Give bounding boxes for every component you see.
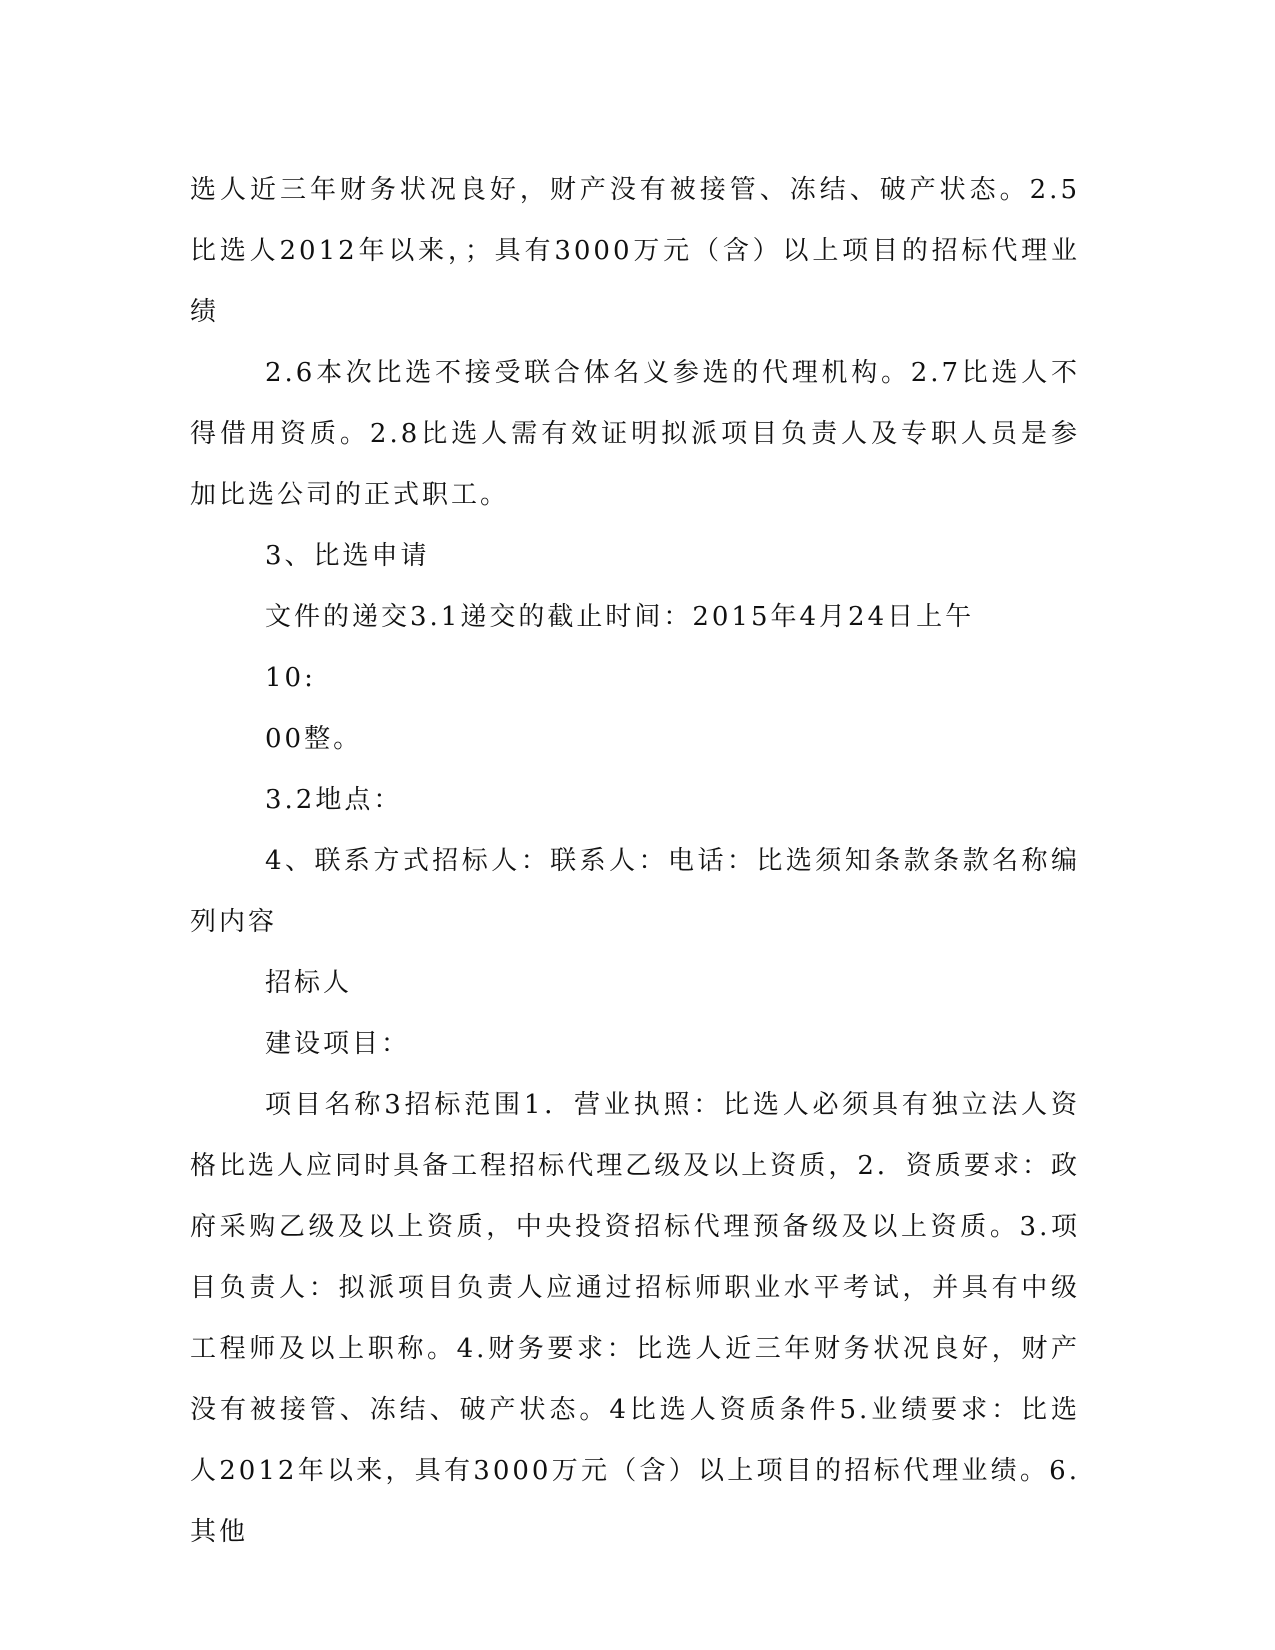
paragraph: 3.2地点： (265, 785, 403, 815)
section-heading: 3、比选申请 (265, 541, 430, 571)
paragraph: 00整。 (265, 724, 363, 754)
paragraph: 项目名称3招标范围1．营业执照：比选人必须具有独立法人资格比选人应同时具备工程招标代理乙级及以上资质，2．资质要求：政府采购乙级及以上资质，中央投资招标代理预备级及以上资质。3.项目负责人：拟派项目负责人应通过招标师职业水平考试，并具有中级工程师及以上职称。4.财务要求：比选人近三年财务状况良好，财产没有被接管、冻结、破产状态。4比选人资质条件5.业绩要求：比选人2012年以来，具有3000万元（含）以上项目的招标代理业绩。6.其他 (190, 1090, 1080, 1547)
paragraph: 2.6本次比选不接受联合体名义参选的代理机构。2.7比选人不得借用资质。2.8比选人需有效证明拟派项目负责人及专职人员是参加比选公司的正式职工。 (190, 358, 1080, 510)
paragraph: 10: (265, 663, 316, 693)
paragraph: 4、联系方式招标人：联系人：电话：比选须知条款条款名称编列内容 (190, 846, 1080, 937)
paragraph: 文件的递交3.1递交的截止时间：2015年4月24日上午 (265, 602, 975, 632)
paragraph: 招标人 (265, 968, 353, 998)
paragraph: 选人近三年财务状况良好，财产没有被接管、冻结、破产状态。2.5比选人2012年以来，；具有3000万元（含）以上项目的招标代理业绩 (190, 175, 1080, 327)
paragraph: 建设项目： (265, 1029, 411, 1059)
document-body (190, 160, 1080, 1563)
